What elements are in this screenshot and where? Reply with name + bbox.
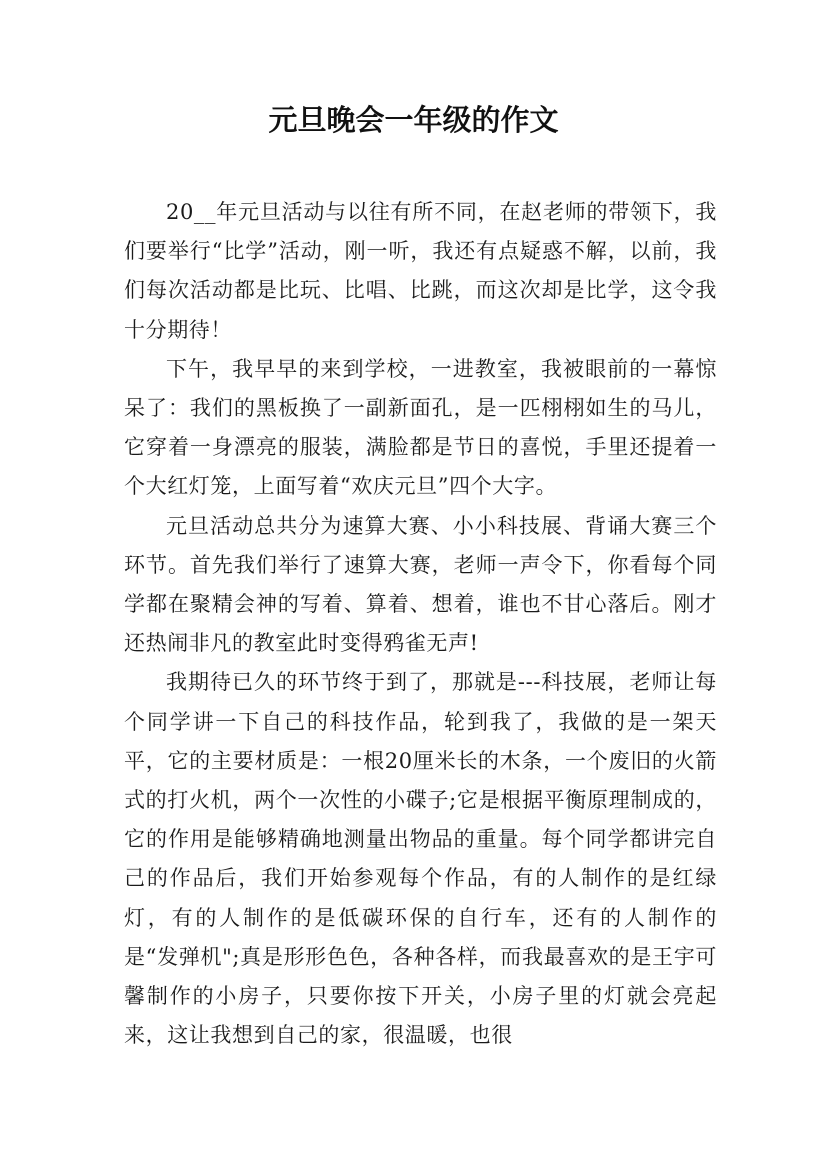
paragraph-1: 20__年元旦活动与以往有所不同，在赵老师的带领下，我们要举行“比学”活动，刚一听，我还有点疑惑不解，以前，我们每次活动都是比玩、比唱、比跳，而这次却是比学，这令我十分期待！ (124, 200, 717, 342)
paragraph-4: 我期待已久的环节终于到了，那就是---科技展，老师让每个同学讲一下自己的科技作品，轮到我了，我做的是一架天平，它的主要材质是：一根20厘米长的木条，一个废旧的火箭式的打火机，两个一次性的小碟子;它是根据平衡原理制成的，它的作用是能够精确地测量出物品的重量。每个同学都讲完自己的作品后，我们开始参观每个作品，有的人制作的是红绿灯，有的人制作的是低碳环保的自行车，还有的人制作的是“发弹机";真是形形色色，各种各样，而我最喜欢的是王宇可馨制作的小房子，只要你按下开关，小房子里的灯就会亮起来，这让我想到自己的家，很温暖，也很 (124, 670, 717, 1048)
document-body (124, 193, 717, 1055)
document-title: 元旦晚会一年级的作文 (268, 103, 559, 137)
paragraph-3: 元旦活动总共分为速算大赛、小小科技展、背诵大赛三个环节。首先我们举行了速算大赛，老师一声令下，你看每个同学都在聚精会神的写着、算着、想着，谁也不甘心落后。刚才还热闹非凡的教室此时变得鸦雀无声! (124, 513, 717, 656)
paragraph-2: 下午，我早早的来到学校，一进教室，我被眼前的一幕惊呆了：我们的黑板换了一副新面孔，是一匹栩栩如生的马儿，它穿着一身漂亮的服装，满脸都是节日的喜悦，手里还提着一个大红灯笼，上面写着“欢庆元旦”四个大字。 (124, 356, 717, 499)
